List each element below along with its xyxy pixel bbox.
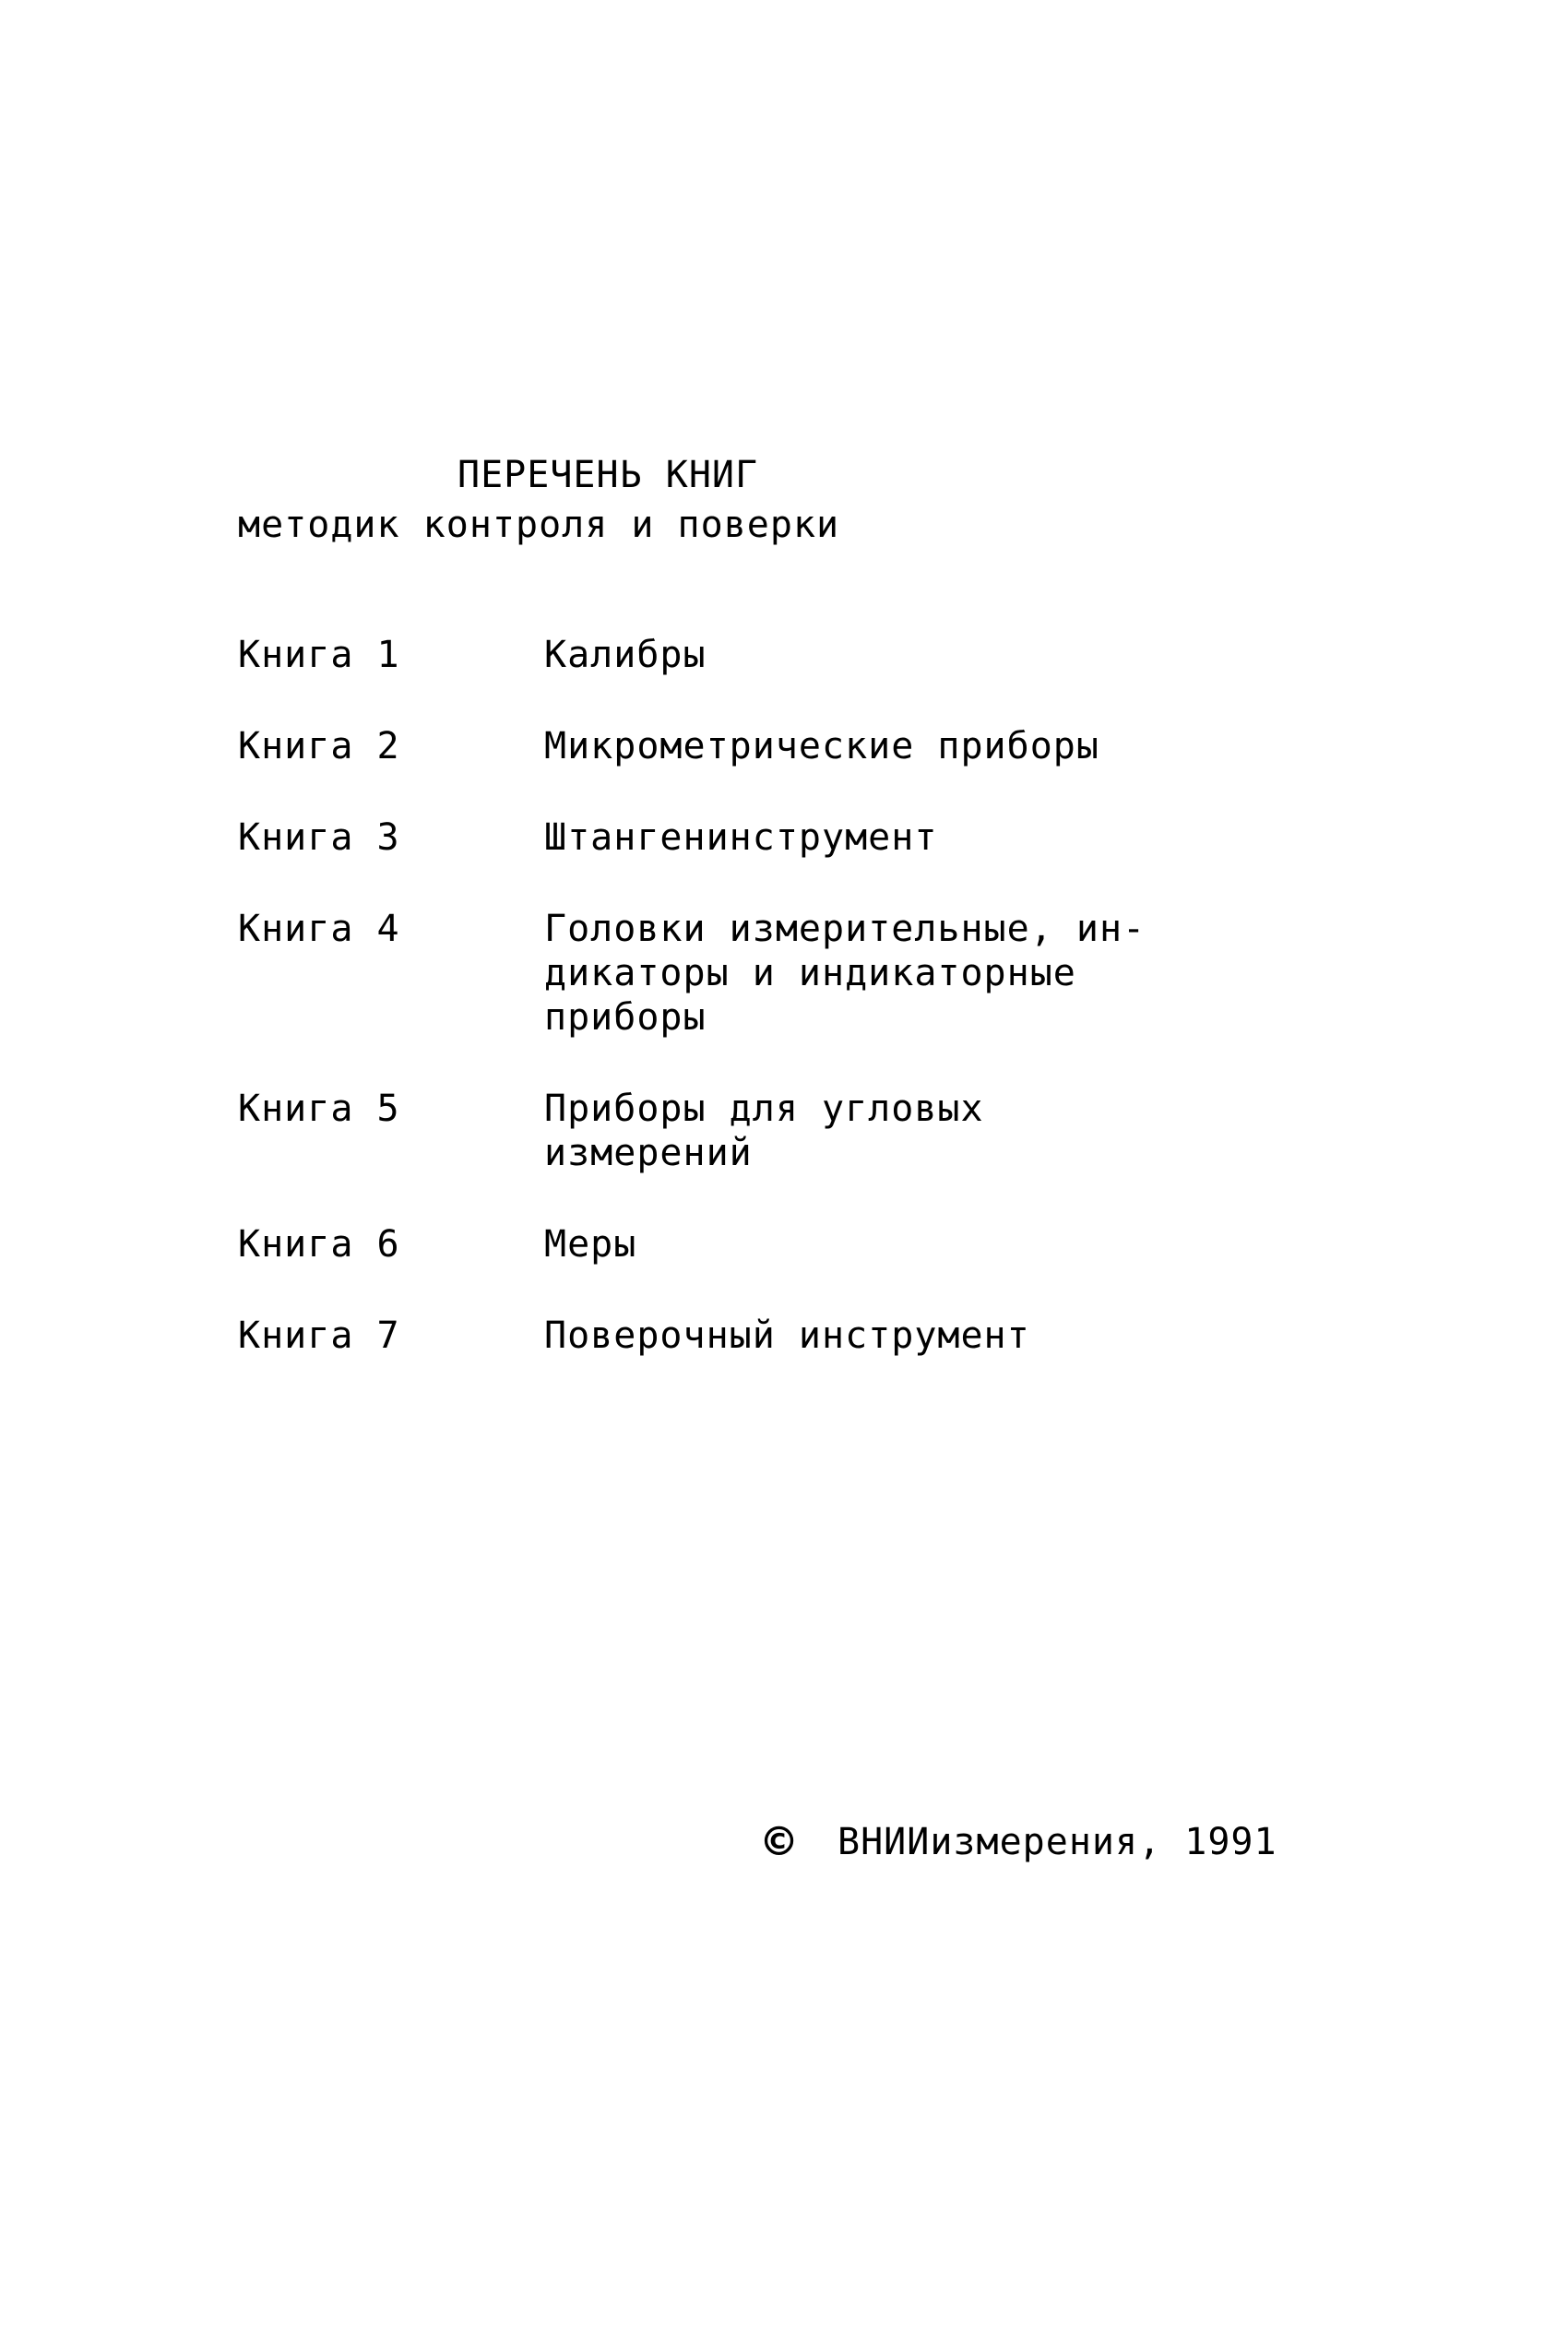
list-subtitle: методик контроля и поверки <box>238 504 840 546</box>
book-number: Книга 3 <box>238 816 400 859</box>
book-number: Книга 1 <box>238 634 400 676</box>
book-list <box>238 633 1345 1405</box>
list-item <box>238 1222 1345 1267</box>
book-number: Книга 4 <box>238 908 400 950</box>
list-title: ПЕРЕЧЕНЬ КНИГ <box>457 454 759 496</box>
list-item <box>238 1087 1345 1175</box>
copyright-icon: © <box>764 1814 795 1870</box>
list-item <box>238 815 1345 860</box>
copyright-notice <box>758 1814 1277 1870</box>
book-title: Поверочный инструмент <box>544 1314 1030 1357</box>
book-title: Микрометрические приборы <box>544 725 1099 767</box>
list-item <box>238 907 1345 1040</box>
book-title: Штангенинструмент <box>544 816 938 859</box>
book-number: Книга 6 <box>238 1223 400 1266</box>
book-title: Меры <box>544 1223 637 1266</box>
copyright-text: ВНИИизмерения, 1991 <box>837 1821 1277 1863</box>
book-title: Калибры <box>544 634 707 676</box>
list-item <box>238 724 1345 768</box>
list-item <box>238 633 1345 677</box>
book-title: Приборы для угловых измерений <box>544 1088 984 1174</box>
book-number: Книга 5 <box>238 1088 400 1130</box>
list-item <box>238 1314 1345 1358</box>
list-heading <box>238 450 1068 550</box>
book-title: Головки измерительные, ин- дикаторы и индикаторные приборы <box>544 908 1146 1039</box>
book-number: Книга 7 <box>238 1314 400 1357</box>
book-number: Книга 2 <box>238 725 400 767</box>
